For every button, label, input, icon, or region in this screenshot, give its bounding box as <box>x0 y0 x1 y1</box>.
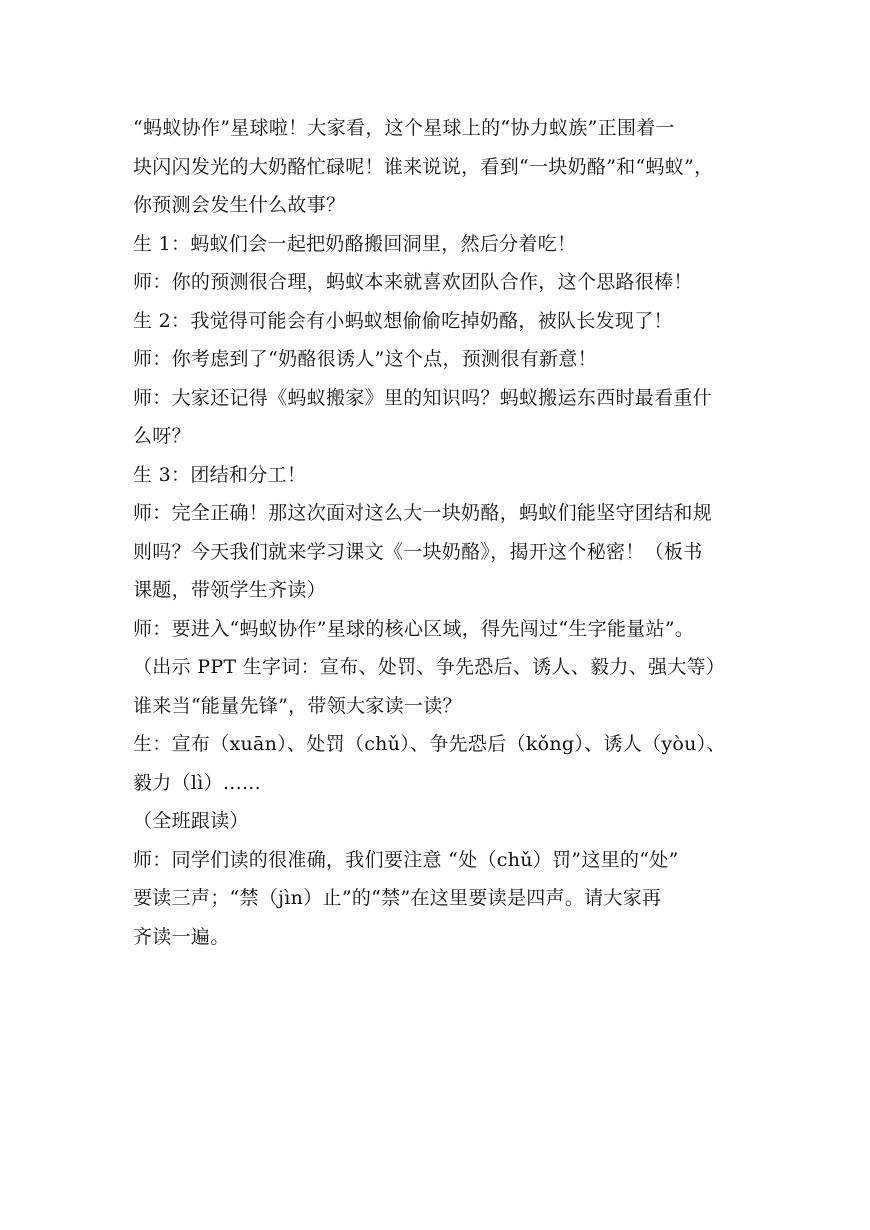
paragraph-student-2: 生 2：我觉得可能会有小蚂蚁想偷偷吃掉奶酪，被队长发现了！ <box>133 309 673 332</box>
paragraph-class-reading: （全班跟读） <box>133 810 249 832</box>
paragraph-teacher-lesson-intro: 师：完全正确！那这次面对这么大一块奶酪，蚂蚁们能坚守团结和规 则吗？今天我们就来学习课文《一块奶酪》，揭开这个秘密！（板书 课题，带领学生齐读） <box>133 502 713 601</box>
paragraph-teacher-reply-2: 师：你考虑到了“奶酪很诱人”这个点，预测很有新意！ <box>133 348 597 370</box>
paragraph-student-3: 生 3：团结和分工！ <box>133 463 307 486</box>
document-body <box>133 109 753 956</box>
paragraph-teacher-vocab: 师：要进入“蚂蚁协作”星球的核心区域，得先闯过“生字能量站”。 （出示 PPT 生字词：宣布、处罚、争先恐后、诱人、毅力、强大等） 谁来当“能量先锋”，带领大家读一读？ <box>133 617 726 717</box>
paragraph-teacher-question: 师：大家还记得《蚂蚁搬家》里的知识吗？蚂蚁搬运东西时最看重什 么呀？ <box>133 386 713 447</box>
paragraph-teacher-reply-1: 师：你的预测很合理，蚂蚁本来就喜欢团队合作，这个思路很棒！ <box>133 271 693 293</box>
paragraph-intro: “蚂蚁协作”星球啦！大家看，这个星球上的“协力蚁族”正围着一 块闪闪发光的大奶酪忙碌呢！谁来说说，看到“一块奶酪”和“蚂蚁”， 你预测会发生什么故事？ <box>133 117 714 216</box>
paragraph-teacher-pronunciation: 师：同学们读的很准确，我们要注意 “处（chǔ）罚”这里的“处” 要读三声；“禁（jìn）止”的“禁”在这里要读是四声。请大家再 齐读一遍。 <box>133 848 679 948</box>
paragraph-student-1: 生 1：蚂蚁们会一起把奶酪搬回洞里，然后分着吃！ <box>133 232 577 255</box>
paragraph-student-reading: 生：宣布（xuān）、处罚（chǔ）、争先恐后（kǒng）、诱人（yòu）、 毅力（lì）...... <box>133 733 726 794</box>
